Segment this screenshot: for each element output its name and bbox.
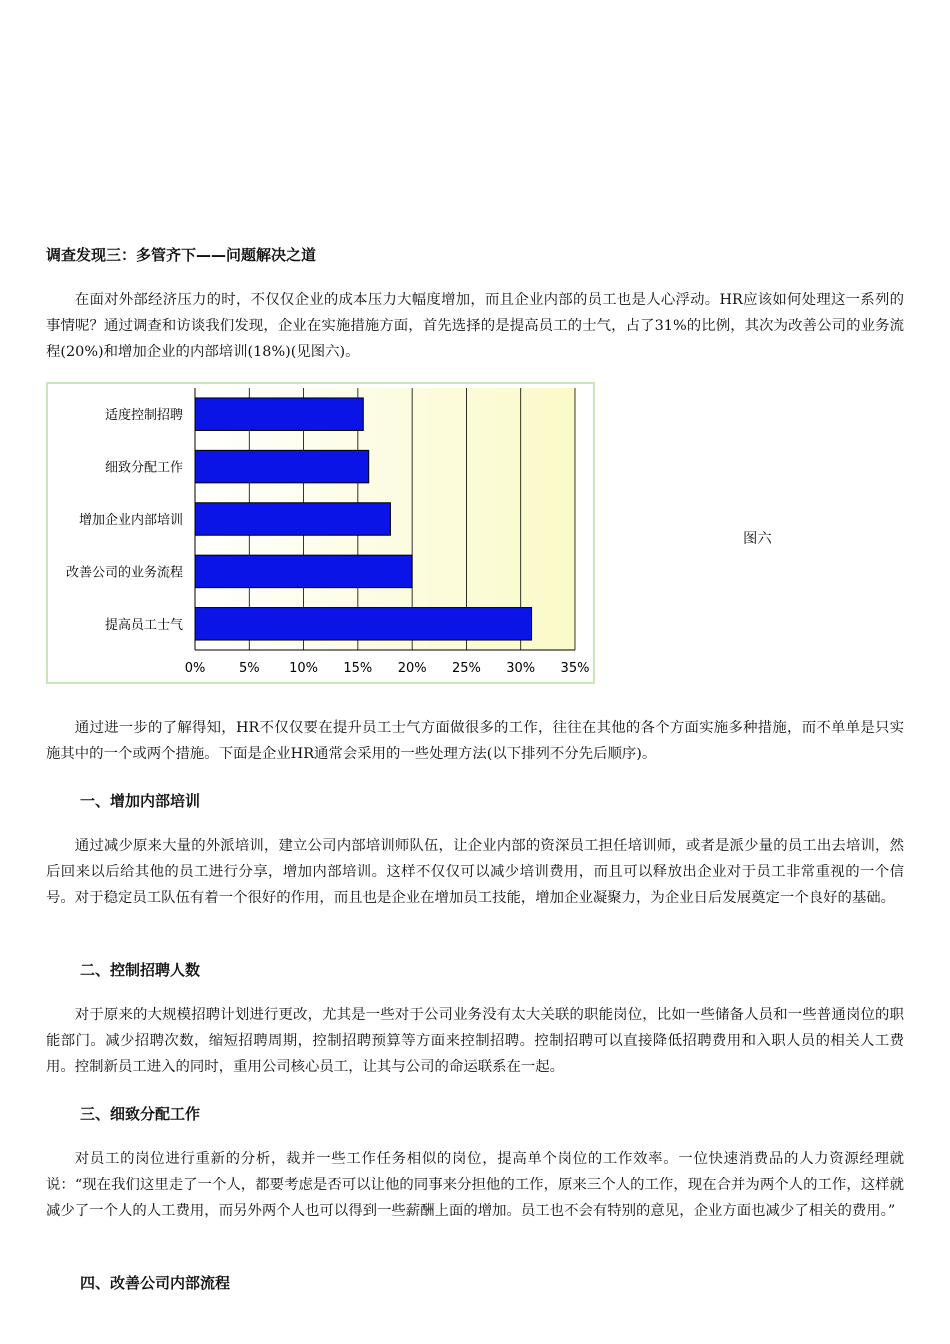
bar-chart-svg xyxy=(48,384,593,682)
category-label: 细致分配工作 xyxy=(104,460,183,476)
x-tick-label: 0% xyxy=(184,661,206,676)
x-tick-label: 5% xyxy=(238,661,260,676)
bar xyxy=(195,608,532,640)
bar xyxy=(195,398,363,430)
figure-caption: 图六 xyxy=(743,531,772,547)
category-label: 提高员工士气 xyxy=(104,617,183,633)
intro-paragraph: 在面对外部经济压力的时，不仅仅企业的成本压力大幅度增加，而且企业内部的员工也是人心浮动。HR应该如何处理这一系列的事情呢？通过调查和访谈我们发现，企业在实施措施方面，首先选择的是提高员工的士气，占了31%的比例，其次为改善公司的业务流程(20%)和增加企业的内部培训(18%)(见图六)。 xyxy=(46,292,904,360)
bar xyxy=(195,503,390,535)
x-tick-label: 35% xyxy=(560,661,590,676)
section-2-body: 对于原来的大规模招聘计划进行更改，尤其是一些对于公司业务没有太大关联的职能岗位，比如一些储备人员和一些普通岗位的职能部门。减少招聘次数，缩短招聘周期，控制招聘预算等方面来控制招聘。控制招聘可以直接降低招聘费用和入职人员的相关人工费用。控制新员工进入的同时，重用公司核心员工，让其与公司的命运联系在一起。 xyxy=(46,1007,904,1075)
section-1-body: 通过减少原来大量的外派培训，建立公司内部培训师队伍，让企业内部的资深员工担任培训师，或者是派少量的员工出去培训，然后回来以后给其他的员工进行分享，增加内部培训。这样不仅仅可以减少培训费用，而且可以释放出企业对于员工非常重视的一个信号。对于稳定员工队伍有着一个很好的作用，而且也是企业在增加员工技能，增加企业凝聚力，为企业日后发展奠定一个良好的基础。 xyxy=(46,838,904,906)
section-2-title: 二、控制招聘人数 xyxy=(80,961,201,979)
category-label: 适度控制招聘 xyxy=(104,408,183,424)
category-label: 增加企业内部培训 xyxy=(78,513,183,528)
x-tick-label: 15% xyxy=(343,661,373,676)
x-tick-label: 25% xyxy=(451,661,481,676)
figure-six-chart xyxy=(46,382,595,684)
x-tick-label: 20% xyxy=(397,661,427,676)
category-label: 改善公司的业务流程 xyxy=(65,565,183,581)
x-tick-label: 10% xyxy=(289,661,319,676)
bar xyxy=(195,450,369,482)
bar xyxy=(195,555,412,587)
section-1-title: 一、增加内部培训 xyxy=(80,792,201,810)
section-3-body: 对员工的岗位进行重新的分析，裁并一些工作任务相似的岗位，提高单个岗位的工作效率。一位快速消费品的人力资源经理就说：“现在我们这里走了一个人，都要考虑是否可以让他的同事来分担他的工作，原来三个人的工作，现在合并为两个人的工作，这样就减少了一个人的人工费用，而另外两个人也可以得到一些薪酬上面的增加。员工也不会有特别的意见，企业方面也减少了相关的费用。” xyxy=(46,1151,904,1219)
followup-paragraph: 通过进一步的了解得知，HR不仅仅要在提升员工士气方面做很多的工作，往往在其他的各个方面实施多种措施，而不单单是只实施其中的一个或两个措施。下面是企业HR通常会采用的一些处理方法(以下排列不分先后顺序)。 xyxy=(46,720,904,762)
section-heading: 调查发现三：多管齐下——问题解决之道 xyxy=(46,246,317,264)
section-4-title: 四、改善公司内部流程 xyxy=(80,1274,231,1292)
section-3-title: 三、细致分配工作 xyxy=(80,1105,201,1123)
x-tick-label: 30% xyxy=(506,661,536,676)
